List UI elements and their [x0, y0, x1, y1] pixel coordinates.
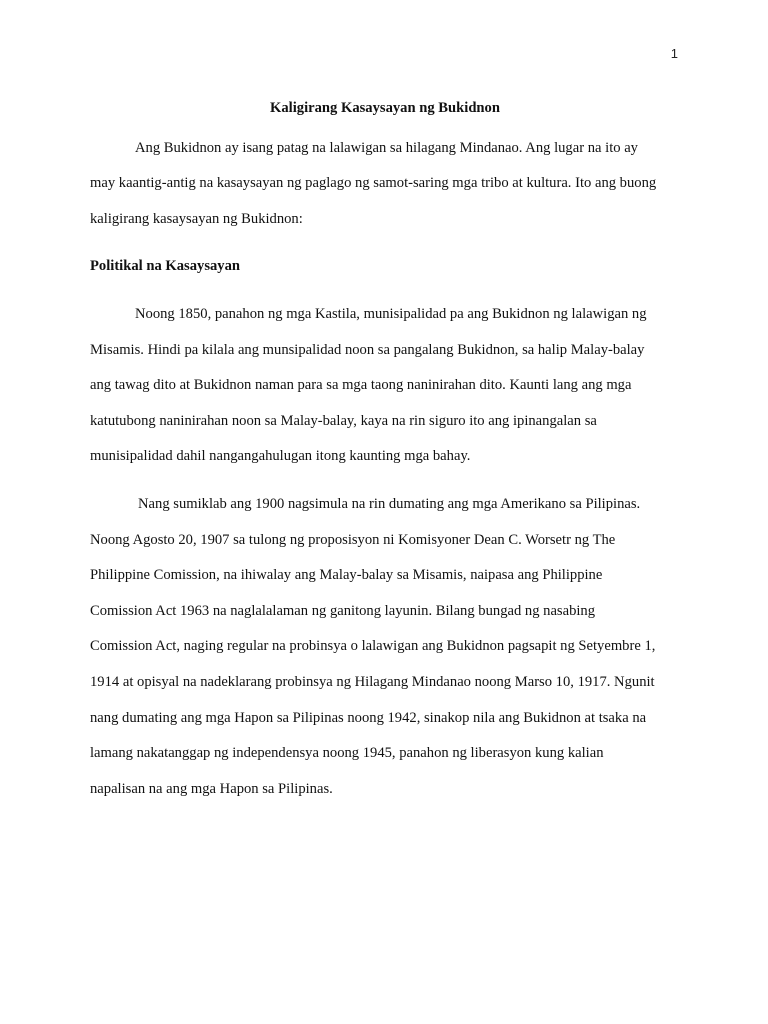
paragraph-line: nang dumating ang mga Hapon sa Pilipinas noong 1942, sinakop nila ang Bukidnon at tsaka na	[90, 709, 647, 726]
paragraph-gap	[90, 475, 680, 487]
paragraph-line: kaligirang kasaysayan ng Bukidnon:	[90, 210, 303, 227]
paragraph-line: katutubong naninirahan noon sa Malay-balay, kaya na rin siguro ito ang ipinangalan sa	[90, 412, 597, 429]
paragraph-line: ang tawag dito at Bukidnon naman para sa mga taong naninirahan dito. Kaunti lang ang mga	[90, 377, 632, 394]
section-heading: Politikal na Kasaysayan	[90, 258, 241, 275]
paragraph-political-2	[90, 487, 680, 807]
paragraph-line: Noong Agosto 20, 1907 sa tulong ng proposisyon ni Komisyoner Dean C. Worsetr ng The	[90, 531, 616, 548]
paragraph-line: napalisan na ang mga Hapon sa Pilipinas.	[90, 780, 333, 797]
paragraph-line: may kaantig-antig na kasaysayan ng paglago ng samot-saring mga tribo at kultura. Ito ang buong	[90, 175, 657, 192]
paragraph-line: Philippine Comission, na ihiwalay ang Malay-balay sa Misamis, naipasa ang Philippine	[90, 567, 603, 584]
paragraph-line: Ang Bukidnon ay isang patag na lalawigan sa hilagang Mindanao. Ang lugar na ito ay	[135, 139, 638, 156]
paragraph-line: 1914 at opisyal na nadeklarang probinsya ng Hilagang Mindanao noong Marso 10, 1917. Ngunit	[90, 673, 655, 690]
document-body	[90, 91, 680, 807]
page-number: 1	[670, 46, 678, 61]
paragraph-line: Noong 1850, panahon ng mga Kastila, munisipalidad pa ang Bukidnon ng lalawigan ng	[135, 305, 647, 322]
document-title: Kaligirang Kasaysayan ng Bukidnon	[270, 100, 500, 116]
paragraph-line: Comission Act 1963 na naglalalaman ng ganitong layunin. Bilang bungad ng nasabing	[90, 602, 596, 619]
paragraph-line: Misamis. Hindi pa kilala ang munsipalidad noon sa pangalang Bukidnon, sa halip Malay-balay	[90, 341, 645, 358]
paragraph-line: munisipalidad dahil nangangahulugan itong kaunting mga bahay.	[90, 448, 471, 465]
paragraph-line: lamang nakatanggap ng independensya noong 1945, panahon ng liberasyon kung kalian	[90, 745, 604, 762]
paragraph-political-1	[90, 297, 680, 475]
intro-paragraph	[90, 131, 680, 238]
paragraph-line: Comission Act, naging regular na probinsya o lalawigan ang Bukidnon pagsapit ng Setyembre 1,	[90, 638, 656, 655]
paragraph-line: Nang sumiklab ang 1900 nagsimula na rin dumating ang mga Amerikano sa Pilipinas.	[138, 495, 641, 512]
